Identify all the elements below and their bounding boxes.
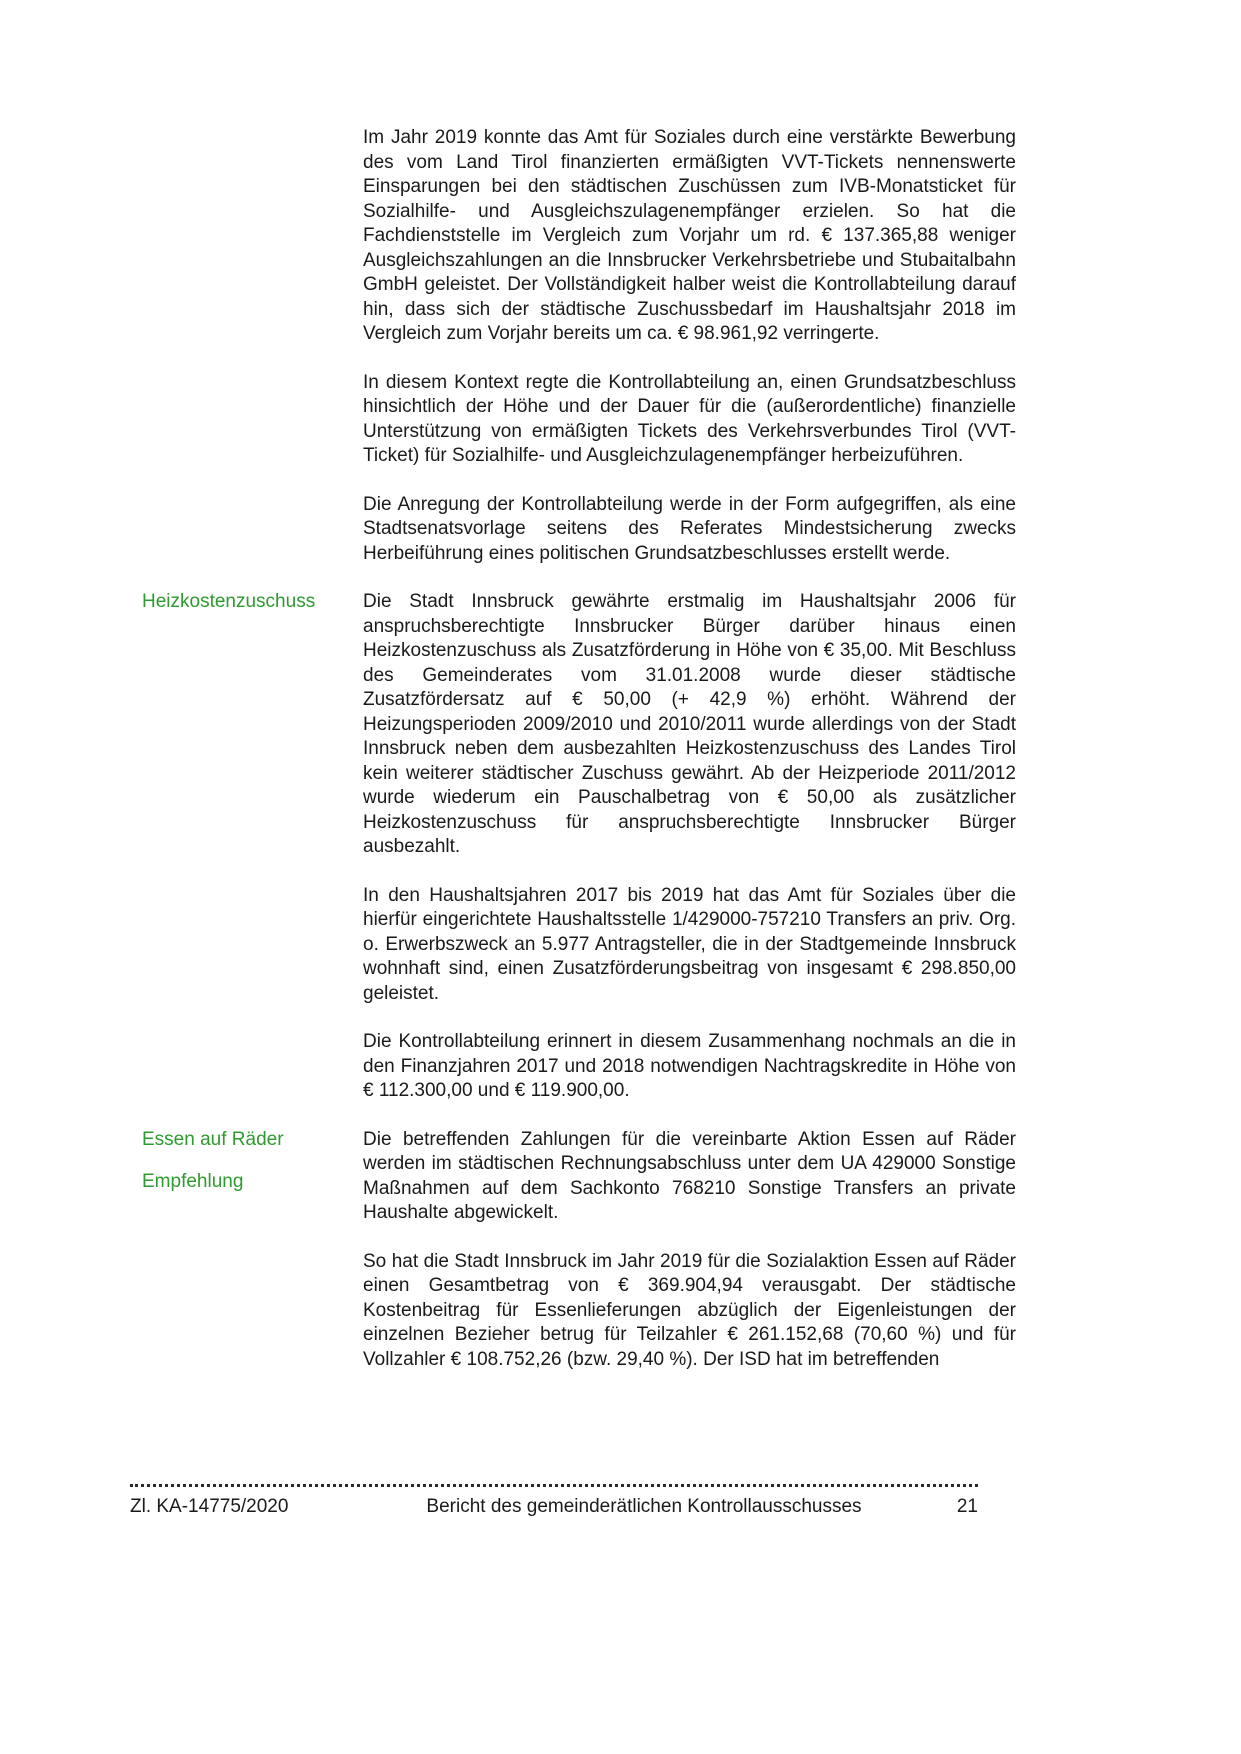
- margin-label-empfehlung: Empfehlung: [142, 1171, 244, 1192]
- footer-report-title: Bericht des gemeinderätlichen Kontrollausschusses: [426, 1496, 862, 1517]
- margin-label-essen-auf-raeder: [142, 1128, 363, 1226]
- footer-dotted-divider: [130, 1484, 978, 1487]
- paragraph-row: [142, 493, 1016, 567]
- footer-text-row: [130, 1496, 978, 1518]
- margin-label-text: Essen auf Räder: [142, 1128, 284, 1150]
- paragraph-row: [142, 590, 1016, 860]
- paragraph-row: [142, 1128, 1016, 1226]
- footer-reference-number: Zl. KA-14775/2020: [130, 1496, 289, 1517]
- margin-label: [142, 126, 363, 347]
- margin-label: [142, 493, 363, 567]
- paragraph-row: [142, 1250, 1016, 1373]
- paragraph-row: [142, 126, 1016, 347]
- paragraph-row: [142, 1030, 1016, 1104]
- paragraph: In diesem Kontext regte die Kontrollabteilung an, einen Grundsatzbeschluss hinsichtlich der Höhe und der Dauer für die (außerordentliche) finanzielle Unterstützung von ermäßigten Tickets des Verkehrsverbundes Tirol (VVT-Ticket) für Sozialhilfe- und Ausgleichzulagenempfänger herbeizuführen.: [363, 371, 1016, 466]
- margin-label: [142, 884, 363, 1007]
- paragraph: Im Jahr 2019 konnte das Amt für Soziales durch eine verstärkte Bewerbung des vom Land Tirol finanzierten ermäßigten VVT-Tickets nennenswerte Einsparungen bei den städtischen Zuschüssen zum IVB-Monatsticket für Sozialhilfe- und Ausgleichszulagenempfänger erzielen. So hat die Fachdienststelle im Vergleich zum Vorjahr um rd. € 137.365,88 weniger Ausgleichszahlungen an die Innsbrucker Verkehrsbetriebe und Stubaitalbahn GmbH geleistet. Der Vollständigkeit halber weist die Kontrollabteilung darauf hin, dass sich der städtische Zuschussbedarf im Haushaltsjahr 2018 im Vergleich zum Vorjahr bereits um ca. € 98.961,92 verringerte.: [363, 127, 1016, 344]
- paragraph: Die Stadt Innsbruck gewährte erstmalig im Haushaltsjahr 2006 für anspruchsberechtigte Innsbrucker Bürger darüber hinaus einen Heizkostenzuschuss als Zusatzförderung in Höhe von € 35,00. Mit Beschluss des Gemeinderates vom 31.01.2008 wurde dieser städtische Zusatzfördersatz auf € 50,00 (+ 42,9 %) erhöht. Während der Heizungsperioden 2009/2010 und 2010/2011 wurde allerdings von der Stadt Innsbruck neben dem ausbezahlten Heizkostenzuschuss des Landes Tirol kein weiterer städtischer Zuschuss gewährt. Ab der Heizperiode 2011/2012 wurde wiederum ein Pauschalbetrag von € 50,00 als zusätzlicher Heizkostenzuschuss für anspruchsberechtigte Innsbrucker Bürger ausbezahlt.: [363, 591, 1016, 857]
- page-number: 21: [956, 1496, 978, 1517]
- paragraph: So hat die Stadt Innsbruck im Jahr 2019 für die Sozialaktion Essen auf Räder einen Gesamtbetrag von € 369.904,94 verausgabt. Der städtische Kostenbeitrag für Essenlieferungen abzüglich der Eigenleistungen der einzelnen Bezieher betrug für Teilzahler € 261.152,68 (70,60 %) und für Vollzahler € 108.752,26 (bzw. 29,40 %). Der ISD hat im betreffenden: [363, 1250, 1016, 1370]
- paragraph: Die betreffenden Zahlungen für die vereinbarte Aktion Essen auf Räder werden im städtischen Rechnungsabschluss unter dem UA 429000 Sonstige Maßnahmen auf dem Sachkonto 768210 Sonstige Transfers an private Haushalte abgewickelt.: [363, 1128, 1016, 1223]
- page-content: [142, 126, 1016, 1372]
- page-footer: [130, 1484, 978, 1518]
- paragraph: Die Anregung der Kontrollabteilung werde in der Form aufgegriffen, als eine Stadtsenatsvorlage seitens des Referates Mindestsicherung zwecks Herbeiführung eines politischen Grundsatzbeschlusses erstellt werde.: [363, 493, 1016, 564]
- margin-label-heizkostenzuschuss: [142, 590, 363, 860]
- margin-label: [142, 1250, 363, 1373]
- margin-label: [142, 1030, 363, 1104]
- paragraph: Die Kontrollabteilung erinnert in diesem Zusammenhang nochmals an die in den Finanzjahren 2017 und 2018 notwendigen Nachtragskredite in Höhe von € 112.300,00 und € 119.900,00.: [363, 1031, 1016, 1101]
- margin-label: [142, 371, 363, 469]
- paragraph-row: [142, 371, 1016, 469]
- margin-label-text: Heizkostenzuschuss: [142, 591, 316, 612]
- paragraph: In den Haushaltsjahren 2017 bis 2019 hat das Amt für Soziales über die hierfür eingerichtete Haushaltsstelle 1/429000-757210 Transfers an priv. Org. o. Erwerbszweck an 5.977 Antragsteller, die in der Stadtgemeinde Innsbruck wohnhaft sind, einen Zusatzförderungsbeitrag von insgesamt € 298.850,00 geleistet.: [363, 884, 1016, 1004]
- paragraph-row: [142, 884, 1016, 1007]
